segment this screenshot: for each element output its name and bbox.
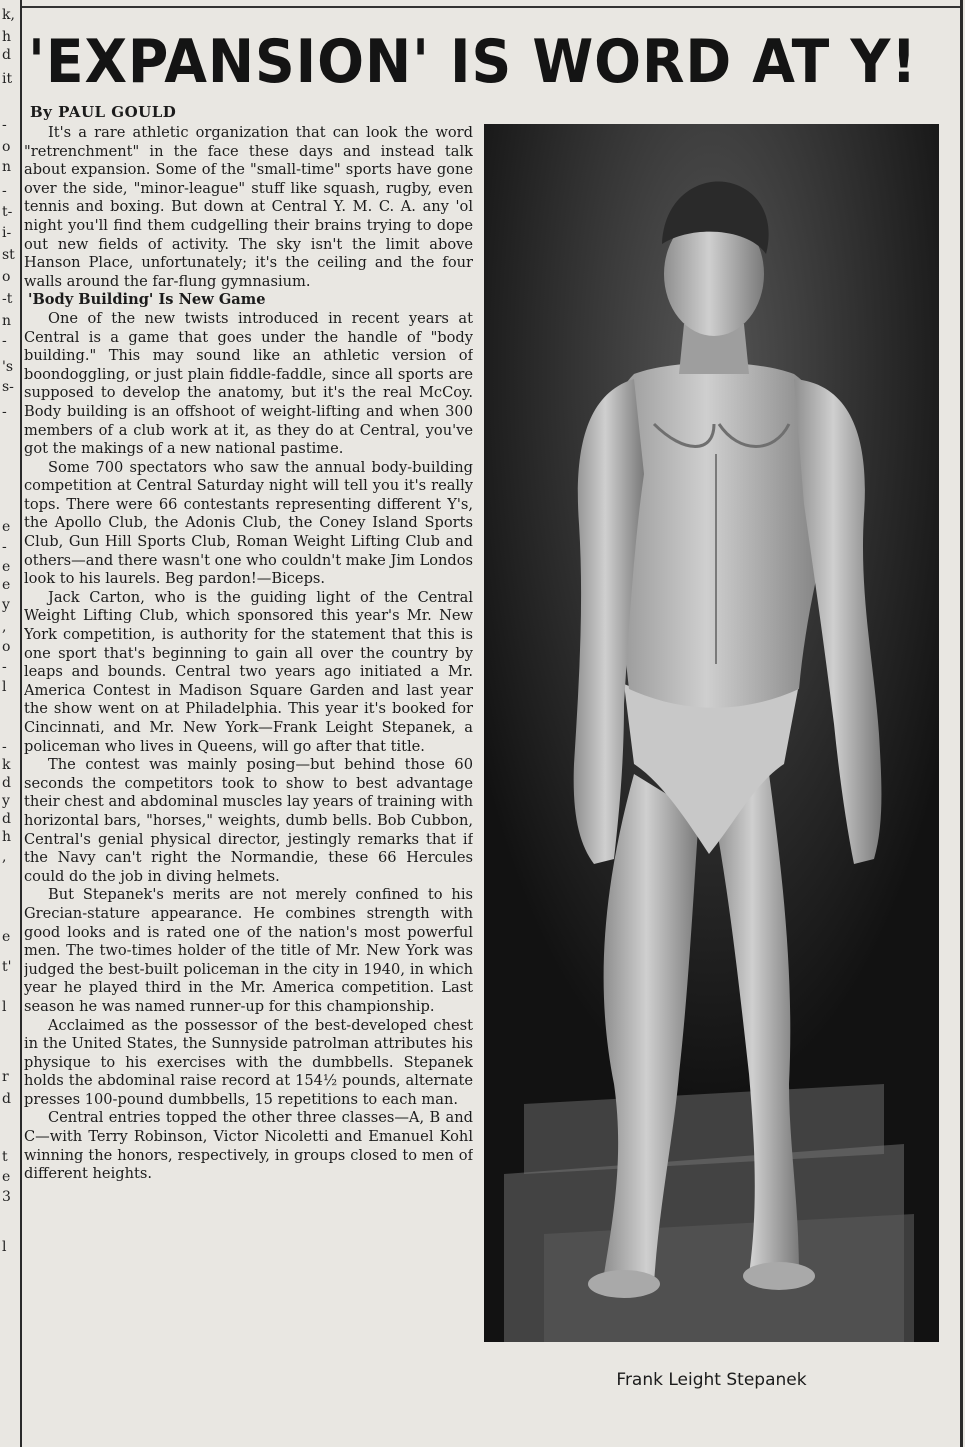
adjacent-column-letter: -t <box>2 291 13 307</box>
adjacent-column-letter: i- <box>2 225 12 241</box>
adjacent-column-letter: 3 <box>2 1189 11 1205</box>
adjacent-column-letter: - <box>2 117 7 133</box>
adjacent-column-letter: , <box>2 849 7 865</box>
article-paragraph: Acclaimed as the possessor of the best-developed chest in the United States, the Sunnyside patrolman attributes his physique to his exercises with the dumbbells. Stepanek holds the abdominal raise record at 154½ pounds, alternate presses 100-pound dumbbells, 15 repetitions to each man. <box>24 1016 473 1108</box>
adjacent-column-letter: n <box>2 159 12 175</box>
article-paragraph: Central entries topped the other three classes—A, B and C—with Terry Robinson, Victor Nicoletti and Emanuel Kohl winning the honors, respectively, in groups closed to men of different heights. <box>24 1109 473 1183</box>
article-paragraph: The contest was mainly posing—but behind those 60 seconds the competitors took to show to best advantage their chest and abdominal muscles lay years of training with horizontal bars, "horses," weights, dumb bells. Bob Cubbon, Central's genial physical director, jestingly remarks that if the Navy can't right the Normandie, these 66 Hercules could do the job in diving helmets. <box>24 756 473 885</box>
article-subhead: 'Body Building' Is New Game <box>28 291 266 309</box>
adjacent-column-letter: e <box>2 559 11 575</box>
adjacent-column-letter: e <box>2 1169 11 1185</box>
adjacent-column-letter: n <box>2 313 12 329</box>
article-paragraph: Jack Carton, who is the guiding light of the Central Weight Lifting Club, which sponsored this year's Mr. New York competition, is authority for the statement that this is one sport that's beginning to gain all over the country by leaps and bounds. Central two years ago initiated a Mr. America Contest in Madison Square Garden and last year the show went on at Philadelphia. This year it's booked for Cincinnati, and Mr. New York—Frank Leight Stepanek, a policeman who lives in Queens, will go after that title. <box>24 588 473 755</box>
adjacent-column-letter: k <box>2 757 11 773</box>
column-rule-left <box>20 0 22 1447</box>
column-rule-right <box>960 0 963 1447</box>
adjacent-column-letter: r <box>2 1069 9 1085</box>
adjacent-column-letter: l <box>2 999 7 1015</box>
article-paragraph: One of the new twists introduced in recent years at Central is a game that goes under the handle of "body building." This may sound like an athletic version of boondoggling, or just plain fiddle-faddle, since all sports are supposed to develop the anatomy, but it's the real McCoy. Body building is an offshoot of weight-lifting and when 300 members of a club work at it, as they do at Central, you've got the makings of a new national pastime. <box>24 309 473 458</box>
adjacent-column-letter: s- <box>2 379 14 395</box>
adjacent-column-letter: y <box>2 597 10 613</box>
adjacent-column-letter: e <box>2 519 11 535</box>
adjacent-column-letter: h <box>2 29 12 45</box>
adjacent-column-letter: h <box>2 829 12 845</box>
adjacent-column-letter: - <box>2 183 7 199</box>
adjacent-column-letter: - <box>2 404 7 420</box>
adjacent-column-letter: t <box>2 1149 8 1165</box>
byline: By PAUL GOULD <box>30 103 177 121</box>
adjacent-column-letter: d <box>2 1091 11 1107</box>
adjacent-column-letter: it <box>2 71 13 87</box>
bodybuilder-photo-illustration <box>484 124 939 1342</box>
adjacent-column-fragment <box>0 0 20 1447</box>
adjacent-column-letter: o <box>2 139 11 155</box>
article-paragraph: Some 700 spectators who saw the annual body-building competition at Central Saturday night will tell you it's really tops. There were 66 contestants representing different Y's, the Apollo Club, the Adonis Club, the Coney Island Sports Club, Gun Hill Sports Club, Roman Weight Lifting Club and others—and there wasn't one who couldn't make Jim Londos look to his laurels. Beg pardon!—Biceps. <box>24 458 473 588</box>
article-paragraph: It's a rare athletic organization that can look the word "retrenchment" in the face these days and instead talk about expansion. Some of the "small-time" sports have gone over the side, "minor-league" stuff like squash, rugby, even tennis and boxing. But down at Central Y. M. C. A. any 'ol night you'll find them cudgelling their brains trying to dope out new fields of activity. The sky isn't the limit above Hanson Place, unfortunately; it's the ceiling and the four walls around the far-flung gymnasium. <box>24 124 473 290</box>
photo <box>484 124 939 1342</box>
adjacent-column-letter: y <box>2 793 10 809</box>
adjacent-column-letter: o <box>2 269 11 285</box>
adjacent-column-letter: o <box>2 639 11 655</box>
adjacent-column-letter: - <box>2 739 7 755</box>
adjacent-column-letter: 's <box>2 359 14 375</box>
adjacent-column-letter: e <box>2 929 11 945</box>
adjacent-column-letter: k, <box>2 7 15 23</box>
adjacent-column-letter: - <box>2 659 7 675</box>
adjacent-column-letter: e <box>2 577 11 593</box>
headline: 'EXPANSION' IS WORD AT Y! <box>28 27 918 97</box>
article-paragraph: But Stepanek's merits are not merely confined to his Grecian-stature appearance. He combines strength with good looks and is rated one of the nation's most powerful men. The two-times holder of the title of Mr. New York was judged the best-built policeman in the city in 1940, in which year he played third in the Mr. America competition. Last season he was named runner-up for this championship. <box>24 886 473 1015</box>
photo-caption: Frank Leight Stepanek <box>616 1370 807 1390</box>
adjacent-column-letter: - <box>2 333 7 349</box>
adjacent-column-letter: d <box>2 47 11 63</box>
adjacent-column-letter: , <box>2 619 7 635</box>
adjacent-column-letter: d <box>2 811 11 827</box>
article-body <box>24 124 473 1414</box>
adjacent-column-letter: d <box>2 775 11 791</box>
adjacent-column-letter: t- <box>2 204 13 220</box>
adjacent-column-letter: st <box>2 247 15 263</box>
top-rule <box>22 6 960 8</box>
adjacent-column-letter: l <box>2 679 7 695</box>
adjacent-column-letter: - <box>2 539 7 555</box>
adjacent-column-letter: l <box>2 1239 7 1255</box>
adjacent-column-letter: t' <box>2 959 12 975</box>
